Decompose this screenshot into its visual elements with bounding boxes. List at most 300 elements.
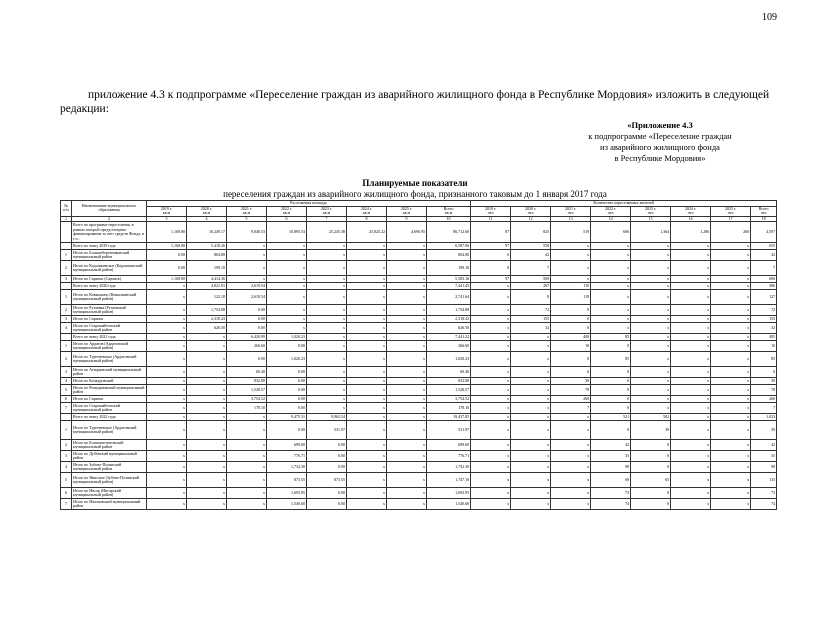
row-value: x: [307, 352, 347, 367]
row-name: Всего по программе переселения, в рамках которой предусмотрено финансирование за счет средств Фонда, в т.ч.:: [72, 222, 147, 243]
row-value: x: [711, 421, 751, 440]
row-value: x: [187, 440, 227, 451]
table-row: [61, 290, 777, 305]
row-value: x: [671, 276, 711, 283]
row-value: 98: [751, 462, 777, 473]
row-value: x: [631, 334, 671, 341]
row-value: 0.00: [267, 378, 307, 385]
row-value: 98: [591, 462, 631, 473]
row-value: x: [227, 421, 267, 440]
header-row: [61, 206, 777, 216]
row-value: x: [511, 352, 551, 367]
row-value: x: [387, 243, 427, 250]
row-value: 0.00: [307, 451, 347, 462]
row-value: x: [591, 250, 631, 261]
row-value: x: [471, 451, 511, 462]
row-value: 42: [591, 440, 631, 451]
row-value: x: [147, 305, 187, 316]
row-value: 39: [751, 378, 777, 385]
row-value: 119: [551, 283, 591, 290]
row-value: x: [671, 414, 711, 421]
row-value: x: [267, 243, 307, 250]
row-value: 0: [591, 403, 631, 414]
header-year: [751, 206, 777, 216]
row-value: 0.00: [147, 261, 187, 276]
row-value: x: [387, 290, 427, 305]
row-value: x: [147, 385, 187, 396]
row-name: Итого по Тургеневское (Ардатовский муниципальный район): [72, 421, 147, 440]
table-row: [61, 341, 777, 352]
row-value: x: [711, 323, 751, 334]
row-value: x: [147, 473, 187, 488]
row-value: x: [471, 283, 511, 290]
row-value: 2,741.64: [427, 290, 471, 305]
row-value: x: [711, 341, 751, 352]
row-value: x: [511, 334, 551, 341]
table-row: [61, 352, 777, 367]
row-value: 2,318.43: [187, 316, 227, 323]
header-year-label: Всего: [758, 206, 769, 211]
row-value: 199.10: [187, 261, 227, 276]
row-value: x: [631, 396, 671, 403]
table-row: [61, 451, 777, 462]
row-number: [61, 334, 72, 341]
row-name: Итого по Ковылкино (Ковылкинский муниципальный район): [72, 290, 147, 305]
row-value: 1,168.80: [147, 276, 187, 283]
row-value: x: [387, 499, 427, 510]
row-value: x: [347, 462, 387, 473]
row-number: 5: [61, 385, 72, 396]
row-value: x: [347, 276, 387, 283]
row-value: 1,754.88: [187, 305, 227, 316]
row-value: 78: [551, 385, 591, 396]
table-row: [61, 403, 777, 414]
header-year: [307, 206, 347, 216]
row-name: Итого по Ичалковский муниципальный район: [72, 499, 147, 510]
row-value: x: [711, 403, 751, 414]
row-value: x: [711, 352, 751, 367]
header-number: № п/п: [61, 201, 72, 217]
row-value: x: [591, 276, 631, 283]
header-unit: чел: [487, 210, 494, 216]
row-value: x: [267, 261, 307, 276]
row-value: x: [471, 341, 511, 352]
row-value: x: [307, 276, 347, 283]
row-value: x: [187, 462, 227, 473]
row-value: x: [307, 341, 347, 352]
row-value: 6: [751, 367, 777, 378]
row-value: x: [711, 488, 751, 499]
row-value: x: [631, 403, 671, 414]
row-value: x: [591, 283, 631, 290]
row-name: Итого по Ромодановский муниципальный район: [72, 385, 147, 396]
row-value: x: [711, 378, 751, 385]
row-value: x: [631, 290, 671, 305]
row-value: 0.00: [267, 403, 307, 414]
row-value: 4,597: [751, 222, 777, 243]
row-value: 7: [551, 403, 591, 414]
row-value: x: [511, 462, 551, 473]
row-value: 5,418.26: [187, 243, 227, 250]
row-value: 266.60: [427, 341, 471, 352]
row-name: Итого по Кадошкинское (Кадошкинский муниципальный район): [72, 261, 147, 276]
row-value: 266.60: [227, 341, 267, 352]
row-value: x: [551, 250, 591, 261]
row-value: 0.00: [267, 367, 307, 378]
row-value: 72: [511, 305, 551, 316]
row-value: 825: [511, 222, 551, 243]
header-year: [187, 206, 227, 216]
row-value: x: [471, 378, 511, 385]
row-value: 1,528.57: [427, 385, 471, 396]
row-value: 655: [751, 243, 777, 250]
header-unit: кв.м: [402, 210, 411, 216]
row-value: x: [471, 440, 511, 451]
row-value: x: [471, 385, 511, 396]
row-value: x: [267, 290, 307, 305]
row-value: 122.10: [187, 290, 227, 305]
row-value: x: [711, 367, 751, 378]
row-value: x: [471, 421, 511, 440]
row-value: x: [307, 316, 347, 323]
row-value: x: [347, 378, 387, 385]
row-value: 260: [711, 222, 751, 243]
row-value: 9,962.54: [307, 414, 347, 421]
row-value: 73: [591, 488, 631, 499]
row-value: x: [631, 276, 671, 283]
row-number: 4: [61, 462, 72, 473]
column-number: 12: [511, 216, 551, 222]
row-value: x: [551, 243, 591, 250]
column-number: 11: [471, 216, 511, 222]
row-value: 0: [591, 385, 631, 396]
table-row: [61, 250, 777, 261]
row-value: 699.60: [427, 440, 471, 451]
row-name: Итого по Большеберезниковский муниципальный район: [72, 250, 147, 261]
row-value: 0: [591, 378, 631, 385]
row-value: 9,475.31: [267, 414, 307, 421]
row-value: x: [387, 378, 427, 385]
table-row: [61, 261, 777, 276]
column-number: 2: [72, 216, 147, 222]
row-name: Итого по Атюрьевский муниципальный район: [72, 367, 147, 378]
row-value: 0.00: [307, 499, 347, 510]
row-value: 1,020.23: [267, 352, 307, 367]
row-value: x: [387, 385, 427, 396]
column-number: 3: [147, 216, 187, 222]
row-number: 6: [61, 396, 72, 403]
row-value: x: [511, 499, 551, 510]
row-name: Итого по Саранск: [72, 316, 147, 323]
row-value: x: [671, 305, 711, 316]
row-value: 133: [751, 473, 777, 488]
row-value: 6: [551, 367, 591, 378]
row-value: x: [307, 385, 347, 396]
header-year-label: 2023 г.: [644, 206, 657, 211]
row-value: x: [147, 421, 187, 440]
header-unit: кв.м: [362, 210, 371, 216]
row-value: x: [671, 488, 711, 499]
page-number: 109: [762, 12, 777, 23]
appendix-line: в Республике Мордовия»: [614, 153, 706, 163]
row-value: x: [471, 414, 511, 421]
row-value: x: [631, 316, 671, 323]
header-unit: кв.м: [242, 210, 251, 216]
row-value: x: [147, 290, 187, 305]
row-number: 4: [61, 323, 72, 334]
table-title: Планируемые показатели: [362, 178, 468, 188]
row-value: x: [187, 421, 227, 440]
row-value: 0: [591, 396, 631, 403]
row-value: 25,825.22: [347, 222, 387, 243]
row-value: 1,754.88: [427, 305, 471, 316]
row-value: x: [307, 243, 347, 250]
row-name: Итого по Рузаевка (Рузаевский муниципальный район): [72, 305, 147, 316]
row-value: x: [387, 403, 427, 414]
row-number: 3: [61, 276, 72, 283]
row-value: 0.00: [227, 305, 267, 316]
row-value: x: [511, 367, 551, 378]
row-number: 2: [61, 305, 72, 316]
row-value: x: [347, 243, 387, 250]
row-value: x: [387, 462, 427, 473]
row-value: x: [347, 305, 387, 316]
row-value: 1,747.10: [427, 473, 471, 488]
column-number: 8: [347, 216, 387, 222]
row-value: x: [307, 403, 347, 414]
row-value: x: [267, 316, 307, 323]
row-value: x: [671, 323, 711, 334]
row-value: x: [147, 283, 187, 290]
appendix-line: к подпрограмме «Переселение граждан: [588, 131, 732, 141]
row-value: x: [511, 396, 551, 403]
row-value: x: [671, 473, 711, 488]
row-value: x: [227, 440, 267, 451]
row-value: x: [347, 283, 387, 290]
row-value: x: [347, 367, 387, 378]
header-year-label: 2021 г.: [240, 206, 253, 211]
row-value: x: [711, 243, 751, 250]
row-number: 1: [61, 421, 72, 440]
table-row: [61, 396, 777, 403]
row-value: x: [387, 323, 427, 334]
row-name: Итого по Тургеневское (Ардатовский муниципальный район): [72, 352, 147, 367]
row-value: 1,168.80: [147, 243, 187, 250]
row-value: 19,437.85: [427, 414, 471, 421]
row-value: x: [631, 250, 671, 261]
row-value: x: [711, 414, 751, 421]
row-value: x: [471, 352, 511, 367]
row-value: x: [387, 316, 427, 323]
row-value: 74: [751, 499, 777, 510]
row-value: 0: [591, 367, 631, 378]
row-value: x: [671, 341, 711, 352]
row-value: x: [347, 403, 387, 414]
row-value: 5,583.16: [427, 276, 471, 283]
row-value: x: [307, 305, 347, 316]
row-value: 606: [751, 276, 777, 283]
intro-paragraph: приложение 4.3 к подпрограмме «Переселение граждан из аварийного жилищного фонда в Республике Мордовия» изложить в следующей редакции:: [60, 89, 770, 115]
header-year: [591, 206, 631, 216]
row-value: x: [227, 250, 267, 261]
row-value: 0: [591, 341, 631, 352]
row-name: Всего по этапу 2019 года: [72, 243, 147, 250]
row-name: Всего по этапу 2022 года: [72, 414, 147, 421]
table-row: [61, 499, 777, 510]
row-value: 776.71: [427, 451, 471, 462]
row-value: x: [631, 261, 671, 276]
row-value: x: [711, 316, 751, 323]
row-value: 87: [471, 222, 511, 243]
row-value: 0.00: [267, 385, 307, 396]
row-number: 1: [61, 290, 72, 305]
row-value: x: [387, 396, 427, 403]
row-value: 267: [511, 283, 551, 290]
row-value: x: [511, 473, 551, 488]
table-row: [61, 283, 777, 290]
row-value: 0.00: [267, 341, 307, 352]
table-row: [61, 334, 777, 341]
row-value: 4,696.95: [387, 222, 427, 243]
row-value: x: [387, 283, 427, 290]
column-number: 16: [671, 216, 711, 222]
row-value: 1,023: [751, 414, 777, 421]
row-value: x: [187, 341, 227, 352]
row-number: 2: [61, 261, 72, 276]
header-unit: чел: [567, 210, 574, 216]
row-value: x: [147, 414, 187, 421]
row-value: x: [511, 451, 551, 462]
row-value: x: [551, 488, 591, 499]
row-value: 626.50: [427, 323, 471, 334]
row-value: 0: [631, 488, 671, 499]
row-value: x: [551, 451, 591, 462]
row-value: x: [147, 403, 187, 414]
row-value: x: [267, 283, 307, 290]
row-number: 3: [61, 316, 72, 323]
row-value: 6,420.99: [227, 334, 267, 341]
row-value: x: [471, 462, 511, 473]
column-number: 6: [267, 216, 307, 222]
row-value: x: [347, 421, 387, 440]
appendix-caption: [540, 120, 780, 164]
row-value: 199.10: [427, 261, 471, 276]
header-year: [631, 206, 671, 216]
row-name: Итого по Инсар (Инсарский муниципальный район): [72, 488, 147, 499]
row-value: x: [471, 499, 511, 510]
row-name: Итого по Ардатов (Ардатовский муниципальный район): [72, 341, 147, 352]
row-value: 3,754.52: [227, 396, 267, 403]
row-value: 521: [591, 414, 631, 421]
table-row: [61, 440, 777, 451]
column-number: 17: [711, 216, 751, 222]
column-number: 14: [591, 216, 631, 222]
row-value: 0.00: [267, 421, 307, 440]
row-value: x: [187, 451, 227, 462]
row-value: x: [387, 352, 427, 367]
row-value: 155: [751, 316, 777, 323]
row-value: 832.80: [427, 378, 471, 385]
row-value: 1,020.23: [267, 334, 307, 341]
header-year: [711, 206, 751, 216]
row-value: x: [307, 250, 347, 261]
row-value: 10: [751, 341, 777, 352]
row-number: 1: [61, 250, 72, 261]
row-value: 86,712.60: [427, 222, 471, 243]
row-value: 606: [591, 222, 631, 243]
table-row: [61, 421, 777, 440]
row-value: x: [551, 473, 591, 488]
row-value: x: [711, 385, 751, 396]
row-value: x: [187, 488, 227, 499]
table-row: [61, 276, 777, 283]
row-value: x: [307, 261, 347, 276]
row-name: Итого по Старошайговский муниципальный район: [72, 403, 147, 414]
row-value: 0: [551, 305, 591, 316]
row-value: 0: [631, 462, 671, 473]
header-year-label: 2025 г.: [400, 206, 413, 211]
row-value: x: [671, 261, 711, 276]
row-value: x: [227, 414, 267, 421]
row-value: x: [187, 473, 227, 488]
table-row: [61, 462, 777, 473]
row-value: 776.71: [267, 451, 307, 462]
row-value: x: [711, 451, 751, 462]
table-row: [61, 243, 777, 250]
row-value: x: [387, 250, 427, 261]
column-number: 10: [427, 216, 471, 222]
row-value: 0.00: [147, 250, 187, 261]
row-value: 7,441.45: [427, 283, 471, 290]
row-value: 39: [551, 378, 591, 385]
row-value: 127: [751, 290, 777, 305]
row-number: 2: [61, 440, 72, 451]
row-value: x: [387, 473, 427, 488]
row-value: 699.60: [267, 440, 307, 451]
row-value: x: [387, 451, 427, 462]
row-value: x: [671, 378, 711, 385]
row-number: [61, 283, 72, 290]
row-value: 178.10: [427, 403, 471, 414]
row-value: 0.00: [227, 323, 267, 334]
row-value: 10: [551, 341, 591, 352]
header-unit: чел: [527, 210, 534, 216]
row-value: x: [711, 250, 751, 261]
row-value: 873.55: [307, 473, 347, 488]
header-count: Количество переселяемых жителей: [471, 201, 777, 207]
row-value: 2,318.43: [427, 316, 471, 323]
row-value: 0.00: [307, 462, 347, 473]
header-year-label: 2024 г.: [684, 206, 697, 211]
header-year-label: 2021 г.: [564, 206, 577, 211]
header-name: Наименование муниципального образования: [72, 201, 147, 217]
row-name: Итого по Явасское (Зубово-Полянский муниципальный район): [72, 473, 147, 488]
table-row: [61, 473, 777, 488]
row-value: x: [511, 385, 551, 396]
row-value: x: [671, 243, 711, 250]
row-value: x: [147, 352, 187, 367]
row-value: x: [471, 367, 511, 378]
column-number: 1: [61, 216, 72, 222]
row-value: x: [187, 367, 227, 378]
row-value: x: [147, 316, 187, 323]
column-number: 4: [187, 216, 227, 222]
row-value: x: [591, 323, 631, 334]
row-value: x: [347, 250, 387, 261]
row-number: 7: [61, 403, 72, 414]
table-row: [61, 414, 777, 421]
header-unit: кв.м: [282, 210, 291, 216]
